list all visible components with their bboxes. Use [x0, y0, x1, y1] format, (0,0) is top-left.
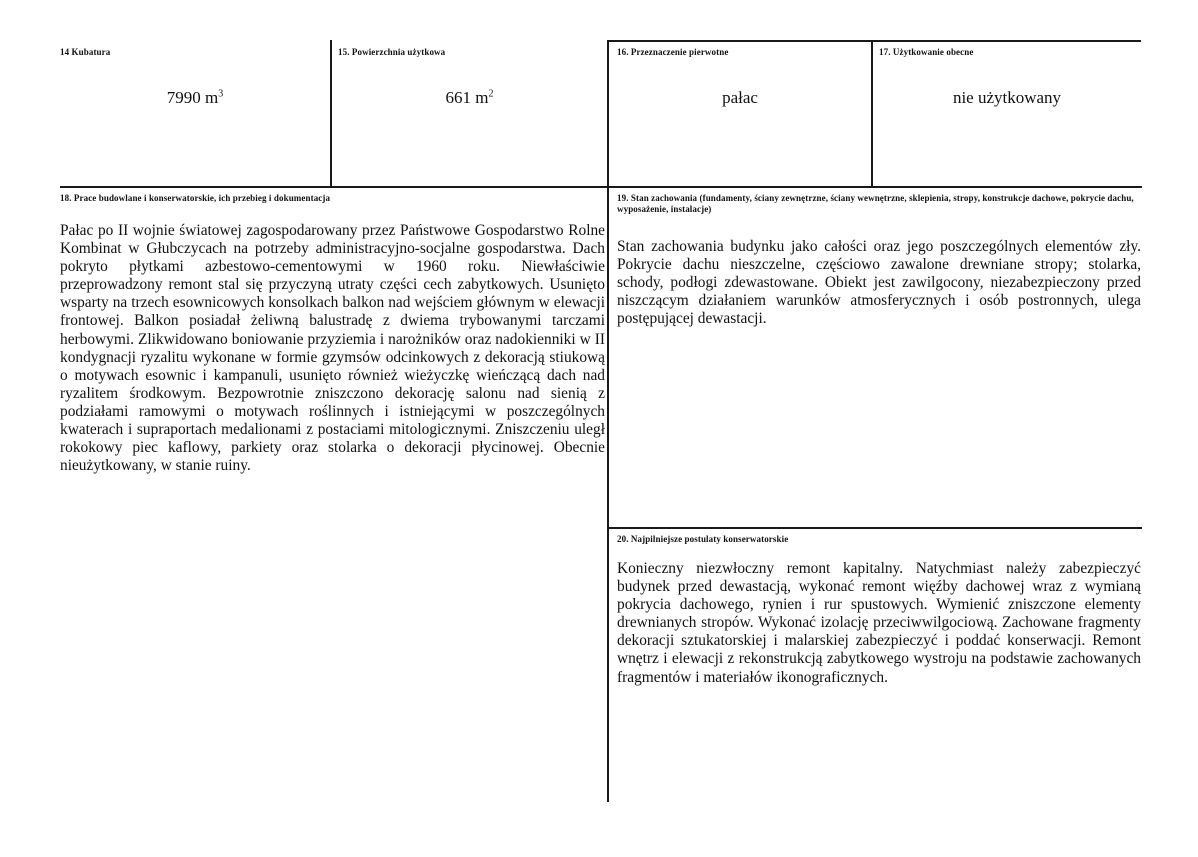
prace-header: 18. Prace budowlane i konserwatorskie, ich przebieg i dokumentacja: [60, 193, 331, 203]
powierzchnia-value: [332, 88, 607, 108]
przeznaczenie-value: pałac: [722, 88, 758, 107]
divider-col-16-main: [607, 40, 609, 802]
uzytkowanie-value: nie użytkowany: [952, 88, 1062, 107]
stan-header: 19. Stan zachowania (fundamenty, ściany zewnętrzne, ściany wewnętrzne, sklepienia, stropy, konstrukcje dachowe, pokrycie dachu, wyposażenie, instalacje): [617, 193, 1134, 214]
divider-row-1: [60, 186, 1142, 188]
uzytkowanie-header: 17. Użytkowanie obecne: [879, 47, 974, 57]
stan-text: Stan zachowania budynku jako całości oraz jego poszczególnych elementów zły. Pokrycie dachu nieszczelne, częściowo zawalone drewniane stropy; stolarka, schody, podłogi zdewastowane. Obiekt jest zawilgocony, niezabezpieczony przed niszczącym działaniem warunków atmosferycznych i osób postronnych, ulega postępującej dewastacji.: [617, 238, 1141, 328]
kubatura-unit-exponent: 3: [218, 88, 224, 100]
przeznaczenie-header: 16. Przeznaczenie pierwotne: [617, 47, 729, 57]
powierzchnia-number: 661 m: [445, 88, 489, 107]
postulaty-header: 20. Najpilniejsze postulaty konserwatorskie: [617, 534, 789, 544]
kubatura-value: [60, 88, 330, 108]
kubatura-number: 7990 m: [166, 88, 219, 107]
powierzchnia-header: 15. Powierzchnia użytkowa: [338, 47, 446, 57]
divider-col-15: [330, 40, 332, 187]
powierzchnia-unit-exponent: 2: [488, 88, 494, 100]
divider-top-right: [609, 40, 1141, 42]
prace-text: Pałac po II wojnie światowej zagospodarowany przez Państwowe Gospodarstwo Rolne Kombinat w Głubczycach na potrzeby administracyjno-socjalne gospodarstwa. Dach pokryto płytkami azbestowo-cementowymi w 1960 roku. Niewłaściwie przeprowadzony remont stal się przyczyną utraty części cech zabytkowych. Usunięto wsparty na trzech esownicowych konsolkach balkon nad wejściem głównym w elewacji frontowej. Balkon posiadał żeliwną balustradę z dwiema trybowanymi tarczami herbowymi. Zlikwidowano boniowanie przyziemia i narożników oraz nadokienniki w II kondygnacji ryzalitu wykonane w formie gzymsów odcinkowych z dekoracją stiukową o motywach esownic i kampanuli, usunięto również wieżyczkę wieńczącą dach nad ryzalitem środkowym. Bezpowrotnie zniszczono dekorację salonu nad sienią z podziałami ramowymi o motywach roślinnych i istniejącymi w poszczególnych kwaterach i supraportach medalionami z postaciami mitologicznymi. Zniszczeniu uległ rokokowy piec kaflowy, parkiety oraz stolarka o dekoracji płycinowej. Obecnie nieużytkowany, w stanie ruiny.: [60, 222, 605, 475]
divider-row-2-right: [608, 527, 1142, 529]
kubatura-header: 14 Kubatura: [60, 47, 111, 57]
postulaty-text: Konieczny niezwłoczny remont kapitalny. Natychmiast należy zabezpieczyć budynek przed dewastacją, wykonać remont więźby dachowej wraz z wymianą pokrycia dachowego, rynien i rur spustowych. Wymienić zniszczone elementy drewnianych stropów. Wykonać izolację przeciwwilgociową. Zachowane fragmenty dekoracji sztukatorskiej i malarskiej zabezpieczyć i poddać konserwacji. Remont wnętrz i elewacji z rekonstrukcją zabytkowego wystroju na podstawie zachowanych fragmentów i materiałów ikonograficznych.: [617, 560, 1141, 686]
divider-col-17: [871, 40, 873, 187]
